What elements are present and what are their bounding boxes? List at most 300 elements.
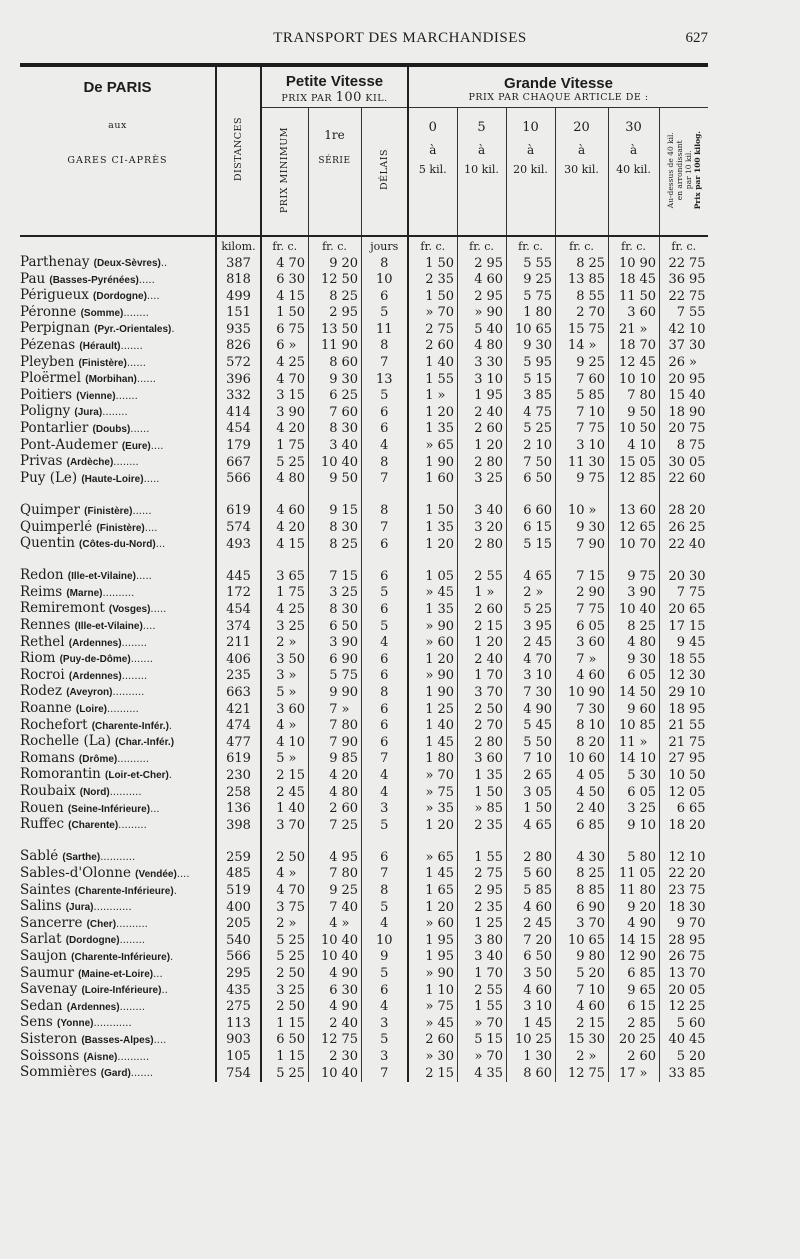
gv-price-cell xyxy=(506,849,555,866)
centimes: 95 xyxy=(341,849,359,865)
gv-price-cell xyxy=(457,1032,506,1049)
leader-dots: . xyxy=(173,885,177,897)
station-name: Sens xyxy=(20,1015,53,1031)
distance-cell: 663 xyxy=(216,684,261,701)
gv-price-cell xyxy=(457,767,506,784)
price-pair xyxy=(309,520,361,536)
range-a: à xyxy=(429,143,437,158)
centimes: 70 xyxy=(288,817,306,833)
centimes: 75 xyxy=(689,883,706,899)
centimes: 25 xyxy=(288,982,306,998)
francs: 3 xyxy=(627,585,636,601)
centimes: » xyxy=(341,916,350,932)
station-cell xyxy=(20,272,216,289)
centimes: 30 xyxy=(639,767,657,783)
price-pair xyxy=(660,933,709,949)
francs: 10 xyxy=(514,1032,532,1048)
station-name: Rennes xyxy=(20,618,71,634)
francs: 1 xyxy=(425,932,434,948)
station-cell xyxy=(20,438,216,455)
station-name: Pleyben xyxy=(20,354,75,370)
gv-price-cell xyxy=(457,1065,506,1082)
centimes: 15 xyxy=(535,520,553,535)
centimes: 75 xyxy=(486,866,504,882)
price-pair xyxy=(309,372,361,388)
gv-price-cell xyxy=(608,536,659,553)
station-cell xyxy=(20,849,216,866)
price-pair xyxy=(609,801,659,817)
station-name: Roanne xyxy=(20,701,72,717)
price-pair xyxy=(262,388,308,404)
leader-dots: ............ xyxy=(93,1018,132,1030)
centimes: 80 xyxy=(486,932,504,948)
gv-price-cell xyxy=(555,288,608,305)
department: (Yonne) xyxy=(57,1018,94,1030)
centimes: 90 xyxy=(437,454,455,470)
gv-price-cell xyxy=(608,568,659,585)
price-pair xyxy=(556,866,608,882)
centimes: 40 xyxy=(341,1015,359,1031)
price-pair xyxy=(409,1049,457,1065)
station-name: Rocroi xyxy=(20,667,65,683)
price-pair xyxy=(556,818,608,834)
station-name: Quimperlé xyxy=(20,519,93,535)
francs: 9 xyxy=(676,635,686,651)
francs: 11 xyxy=(618,288,636,304)
francs: 1 xyxy=(425,471,434,487)
centimes: 65 xyxy=(639,982,657,998)
francs: 5 xyxy=(276,454,285,470)
gv-price-cell xyxy=(555,536,608,553)
francs: 6 xyxy=(523,471,532,487)
centimes: 55 xyxy=(486,999,504,1015)
centimes: 25 xyxy=(341,817,359,833)
price-pair xyxy=(609,388,659,404)
centimes: 60 xyxy=(341,404,359,420)
distance-cell: 572 xyxy=(216,355,261,372)
centimes: 80 xyxy=(288,471,306,487)
francs: 1 xyxy=(276,305,285,321)
francs: 4 xyxy=(576,849,585,865)
gv-supplement-cell xyxy=(659,255,708,272)
francs: 8 xyxy=(329,355,338,371)
price-pair xyxy=(507,272,555,288)
centimes: 25 xyxy=(486,916,504,932)
table-row xyxy=(20,899,708,916)
price-pair xyxy=(458,455,506,471)
station-cell xyxy=(20,305,216,322)
gv-price-cell xyxy=(408,635,457,652)
petite-vitesse-title: Petite Vitesse xyxy=(285,73,384,91)
station-cell xyxy=(20,355,216,372)
price-pair xyxy=(262,933,308,949)
francs: 1 xyxy=(276,1049,285,1064)
gv-price-cell xyxy=(608,751,659,768)
francs: 3 xyxy=(329,585,338,601)
centimes: 60 xyxy=(689,1015,706,1031)
leader-dots: .......... xyxy=(109,787,142,798)
francs: » xyxy=(474,1015,483,1031)
centimes: 25 xyxy=(437,701,455,717)
centimes: 55 xyxy=(689,718,706,734)
gv-price-cell xyxy=(457,817,506,834)
francs: 7 xyxy=(329,701,338,717)
centimes: 95 xyxy=(437,949,455,965)
francs: 4 xyxy=(576,999,585,1015)
centimes: 80 xyxy=(535,305,553,321)
range-5-10-header xyxy=(457,108,506,236)
prix-minimum-cell xyxy=(261,371,308,388)
gv-price-cell xyxy=(457,503,506,520)
station-cell xyxy=(20,784,216,801)
price-pair xyxy=(409,305,457,321)
price-pair xyxy=(409,949,457,965)
range-from: 10 xyxy=(522,120,539,136)
francs: 5 xyxy=(474,321,483,337)
francs: 1 xyxy=(425,288,434,304)
price-pair xyxy=(609,272,659,288)
centimes: 90 xyxy=(341,651,359,667)
price-pair xyxy=(409,768,457,784)
centimes: 75 xyxy=(689,438,706,454)
station-name: Rethel xyxy=(20,634,65,650)
francs: 21 xyxy=(668,734,686,750)
station-cell xyxy=(20,734,216,751)
leader-dots: ....... xyxy=(130,654,153,666)
price-pair xyxy=(309,652,361,668)
francs: 17 xyxy=(668,618,686,634)
price-pair xyxy=(309,602,361,618)
price-pair xyxy=(262,652,308,668)
francs: 7 xyxy=(576,601,585,617)
price-pair xyxy=(507,602,555,618)
centimes: 40 xyxy=(486,321,504,337)
table-row xyxy=(20,949,708,966)
department: (Aveyron) xyxy=(66,687,113,699)
gv-price-cell xyxy=(408,949,457,966)
centimes: 90 xyxy=(588,684,606,700)
gv-price-cell xyxy=(457,471,506,488)
price-pair xyxy=(309,619,361,635)
francs: 5 xyxy=(676,1015,686,1031)
centimes: 50 xyxy=(288,1032,306,1048)
price-pair xyxy=(556,569,608,585)
francs: 18 xyxy=(618,272,636,288)
centimes: 85 xyxy=(588,883,606,899)
centimes: 55 xyxy=(486,568,504,584)
premiere-serie-cell xyxy=(308,471,361,488)
price-pair xyxy=(556,305,608,321)
francs: 2 xyxy=(474,982,483,998)
francs: 2 xyxy=(576,1015,585,1031)
gv-price-cell xyxy=(555,305,608,322)
price-pair xyxy=(507,438,555,454)
price-pair xyxy=(309,421,361,437)
francs: » xyxy=(425,618,434,634)
price-pair xyxy=(458,652,506,668)
centimes: 15 xyxy=(288,388,306,404)
francs: 4 xyxy=(523,899,532,915)
gv-price-cell xyxy=(506,668,555,685)
prix-minimum-cell xyxy=(261,883,308,900)
leader-dots: ........ xyxy=(121,670,148,682)
distance-cell: 172 xyxy=(216,585,261,602)
gv-price-cell xyxy=(506,338,555,355)
centimes: 40 xyxy=(689,536,706,552)
price-pair xyxy=(409,272,457,288)
francs: 1 xyxy=(523,1049,532,1064)
pv-sub-pre: PRIX PAR xyxy=(281,93,333,105)
premiere-serie-cell xyxy=(308,784,361,801)
francs: 26 xyxy=(668,949,686,965)
centimes: 05 xyxy=(639,866,657,882)
centimes: 75 xyxy=(437,321,455,337)
gv-price-cell xyxy=(506,255,555,272)
leader-dots: ... xyxy=(153,968,163,980)
distance-cell: 454 xyxy=(216,601,261,618)
price-pair xyxy=(507,537,555,553)
leader-dots: ....... xyxy=(120,340,143,352)
station-name: Perpignan xyxy=(20,321,90,337)
leader-dots: . xyxy=(168,720,173,732)
price-pair xyxy=(409,585,457,601)
francs: 2 xyxy=(474,718,483,734)
prix-minimum-cell xyxy=(261,471,308,488)
price-pair xyxy=(507,1032,555,1048)
station-name: Privas xyxy=(20,454,63,470)
gv-price-cell xyxy=(457,288,506,305)
francs: 2 xyxy=(474,404,483,420)
price-pair xyxy=(609,1032,659,1048)
centimes: 65 xyxy=(437,438,455,454)
gv-supplement-cell xyxy=(659,668,708,685)
range-to: 20 kil. xyxy=(513,163,548,177)
price-pair xyxy=(409,405,457,421)
gv-price-cell xyxy=(555,635,608,652)
gv-price-cell xyxy=(457,684,506,701)
grande-vitesse-subtitle: PRIX PAR CHAQUE ARTICLE DE : xyxy=(468,92,649,104)
distance-cell: 667 xyxy=(216,454,261,471)
distance-cell: 826 xyxy=(216,338,261,355)
price-pair xyxy=(458,305,506,321)
francs: 9 xyxy=(329,684,338,700)
francs: 1 xyxy=(474,438,483,454)
centimes: 30 xyxy=(588,520,606,535)
centimes: 75 xyxy=(588,321,606,337)
price-pair xyxy=(458,585,506,601)
francs: 7 xyxy=(576,536,585,552)
delai-cell: 8 xyxy=(361,454,408,471)
francs: 2 xyxy=(576,1049,585,1064)
francs: 11 xyxy=(618,734,636,750)
francs: 22 xyxy=(668,866,686,882)
price-pair xyxy=(556,585,608,601)
centimes: 90 xyxy=(588,585,606,601)
centimes: 75 xyxy=(288,438,306,454)
price-pair xyxy=(609,818,659,834)
centimes: 80 xyxy=(486,454,504,470)
delai-cell: 11 xyxy=(361,321,408,338)
francs: 7 xyxy=(627,388,636,404)
francs: 5 xyxy=(523,866,532,882)
price-pair xyxy=(409,652,457,668)
centimes: 40 xyxy=(341,949,359,965)
centimes: 10 xyxy=(486,371,504,387)
centimes: 90 xyxy=(437,684,455,700)
delai-cell: 8 xyxy=(361,684,408,701)
gv-price-cell xyxy=(408,684,457,701)
station-name: Salins xyxy=(20,899,62,915)
francs: » xyxy=(474,1049,483,1064)
delai-cell: 7 xyxy=(361,471,408,488)
francs: 2 xyxy=(425,1065,434,1081)
price-pair xyxy=(609,256,659,272)
gv-price-cell xyxy=(408,651,457,668)
francs: 1 xyxy=(425,701,434,717)
delai-cell: 10 xyxy=(361,932,408,949)
francs: 1 xyxy=(474,966,483,982)
francs: 3 xyxy=(576,438,585,454)
station-name: Quimper xyxy=(20,502,80,518)
price-pair xyxy=(309,983,361,999)
francs: 18 xyxy=(668,651,686,667)
francs: 2 xyxy=(474,651,483,667)
prix-minimum-label: PRIX MINIMUM xyxy=(279,126,291,213)
gv-price-cell xyxy=(608,1032,659,1049)
gv-price-cell xyxy=(457,668,506,685)
gv-price-cell xyxy=(555,454,608,471)
premiere-serie-cell xyxy=(308,601,361,618)
table-header xyxy=(20,65,708,255)
francs: 2 xyxy=(329,1015,338,1031)
francs: » xyxy=(474,305,483,321)
gv-price-cell xyxy=(555,916,608,933)
centimes: 15 xyxy=(288,288,306,304)
francs: 9 xyxy=(329,503,338,519)
leader-dots: .... xyxy=(144,522,158,534)
delais-label: DÉLAIS xyxy=(378,149,390,191)
gv-price-cell xyxy=(457,568,506,585)
centimes: » xyxy=(437,388,446,404)
distance-cell: 179 xyxy=(216,438,261,455)
francs: 17 xyxy=(618,1065,636,1081)
price-pair xyxy=(507,818,555,834)
delai-cell: 5 xyxy=(361,966,408,983)
francs: 9 xyxy=(627,651,636,667)
francs: 4 xyxy=(276,601,285,617)
francs: 1 xyxy=(474,999,483,1015)
gv-price-cell xyxy=(457,982,506,999)
francs: 5 xyxy=(276,949,285,965)
gv-supplement-cell xyxy=(659,784,708,801)
centimes: 30 xyxy=(341,982,359,998)
francs: 7 xyxy=(676,585,686,601)
department: (Dordogne) xyxy=(65,935,120,947)
price-pair xyxy=(556,702,608,718)
price-pair xyxy=(609,355,659,371)
gv-price-cell xyxy=(608,388,659,405)
premiere-serie-cell xyxy=(308,751,361,768)
centimes: 75 xyxy=(689,585,706,601)
centimes: 40 xyxy=(288,801,306,817)
range-from: 30 xyxy=(625,120,642,136)
station-name: Soissons xyxy=(20,1048,80,1064)
gv-price-cell xyxy=(506,635,555,652)
delai-cell: 7 xyxy=(361,355,408,372)
premiere-serie-cell xyxy=(308,338,361,355)
centimes: 70 xyxy=(486,966,504,982)
centimes: 70 xyxy=(486,1015,504,1031)
centimes: 20 xyxy=(341,255,359,271)
station-name: Rodez xyxy=(20,684,63,700)
department: (Charente-Inférieure) xyxy=(71,951,171,963)
price-pair xyxy=(409,685,457,701)
units-row xyxy=(20,236,708,255)
department: (Vosges) xyxy=(108,604,151,616)
range-0-5-header xyxy=(408,108,457,236)
price-pair xyxy=(458,983,506,999)
delai-cell: 6 xyxy=(361,536,408,553)
centimes: 10 xyxy=(437,982,455,998)
price-pair xyxy=(507,966,555,982)
price-pair xyxy=(507,338,555,354)
francs: 6 xyxy=(329,388,338,404)
range-from: 0 xyxy=(428,120,437,136)
gv-price-cell xyxy=(408,784,457,801)
francs: 9 xyxy=(576,355,585,371)
francs: 9 xyxy=(627,568,636,584)
centimes: 10 xyxy=(639,817,657,833)
price-pair xyxy=(609,322,659,338)
gv-supplement-cell xyxy=(659,801,708,818)
gv-price-cell xyxy=(408,1032,457,1049)
table-row xyxy=(20,421,708,438)
gv-price-cell xyxy=(506,618,555,635)
price-pair xyxy=(458,635,506,651)
gv-price-cell xyxy=(555,883,608,900)
gv-price-cell xyxy=(608,866,659,883)
centimes: 15 xyxy=(288,1015,306,1031)
price-pair xyxy=(458,272,506,288)
gv-price-cell xyxy=(408,916,457,933)
price-pair xyxy=(309,455,361,471)
francs: 3 xyxy=(276,817,285,833)
delai-cell: 4 xyxy=(361,784,408,801)
francs: 12 xyxy=(618,471,636,487)
delai-cell: 6 xyxy=(361,421,408,438)
delai-cell: 6 xyxy=(361,651,408,668)
price-pair xyxy=(507,455,555,471)
centimes: 90 xyxy=(341,338,359,354)
centimes: 25 xyxy=(588,355,606,371)
centimes: 20 xyxy=(486,635,504,651)
francs: 6 xyxy=(576,817,585,833)
centimes: 40 xyxy=(486,651,504,667)
prix-minimum-cell xyxy=(261,949,308,966)
price-pair xyxy=(556,455,608,471)
station-cell xyxy=(20,388,216,405)
delai-cell: 8 xyxy=(361,503,408,520)
price-pair xyxy=(262,537,308,553)
range-from: 20 xyxy=(573,120,590,136)
centimes: 40 xyxy=(639,601,657,617)
centimes: 30 xyxy=(341,1049,359,1064)
price-pair xyxy=(458,866,506,882)
prix-minimum-cell xyxy=(261,454,308,471)
centimes: 95 xyxy=(689,272,706,288)
centimes: 90 xyxy=(588,899,606,915)
prix-minimum-cell xyxy=(261,982,308,999)
